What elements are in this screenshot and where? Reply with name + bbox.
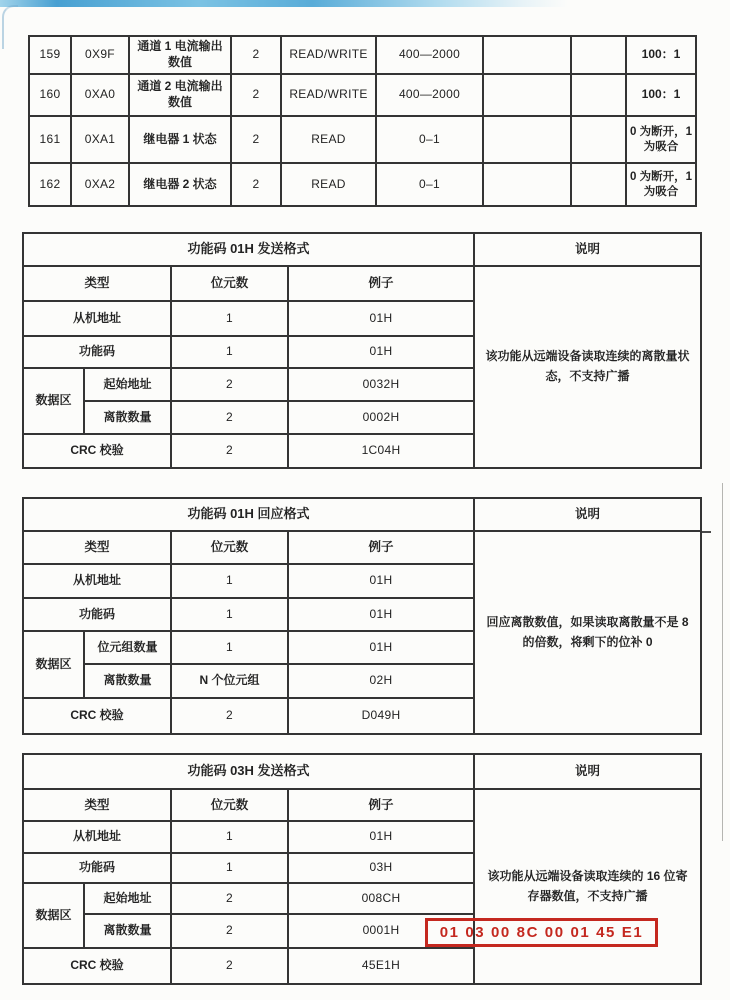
register-address: 0XA1 <box>71 116 129 163</box>
table-title: 功能码 01H 回应格式 <box>23 498 474 531</box>
field-bits: 2 <box>171 401 288 434</box>
table-row <box>23 266 701 301</box>
field-type: 功能码 <box>23 853 171 883</box>
register-index: 160 <box>29 74 71 116</box>
field-bits: 2 <box>171 368 288 401</box>
scan-page-edge-line <box>722 483 723 841</box>
register-name: 继电器 1 状态 <box>129 116 231 163</box>
register-range: 400—2000 <box>376 74 483 116</box>
crc-label: CRC 校验 <box>23 698 171 734</box>
register-index: 159 <box>29 36 71 74</box>
field-bits: 1 <box>171 301 288 336</box>
field-example: 0002H <box>288 401 474 434</box>
register-length: 2 <box>231 74 281 116</box>
table-row <box>29 163 696 206</box>
scan-corner-curve-artifact <box>2 5 18 49</box>
field-example: 01H <box>288 631 474 664</box>
field-example: 008CH <box>288 883 474 914</box>
format-table-01h-response <box>22 497 700 733</box>
field-type: 功能码 <box>23 598 171 631</box>
field-bits: 1 <box>171 598 288 631</box>
field-type: 从机地址 <box>23 564 171 598</box>
data-area-label: 数据区 <box>23 883 84 948</box>
data-area-label: 数据区 <box>23 631 84 698</box>
field-example: 1C04H <box>288 434 474 468</box>
empty-cell <box>483 36 571 74</box>
register-address: 0X9F <box>71 36 129 74</box>
data-area-label: 数据区 <box>23 368 84 434</box>
field-example: 0001H <box>288 914 474 948</box>
table-row <box>29 36 696 74</box>
field-bits: 1 <box>171 821 288 853</box>
field-example: 01H <box>288 336 474 368</box>
field-example: 01H <box>288 821 474 853</box>
register-name: 通道 2 电流输出数值 <box>129 74 231 116</box>
format-table-03h-send <box>22 753 700 983</box>
table-row <box>23 531 701 564</box>
column-header-bits: 位元数 <box>171 266 288 301</box>
register-length: 2 <box>231 36 281 74</box>
register-access: READ <box>281 116 376 163</box>
register-address: 0XA0 <box>71 74 129 116</box>
note-column-header: 说明 <box>474 498 701 531</box>
scan-blue-streak-artifact <box>0 0 568 7</box>
format-table-grid <box>22 497 702 735</box>
field-example: 03H <box>288 853 474 883</box>
scan-edge-dash-mark <box>702 531 711 533</box>
empty-cell <box>483 163 571 206</box>
table-row <box>23 233 701 266</box>
field-bits: N 个位元组 <box>171 664 288 698</box>
table-note: 该功能从远端设备读取连续的 16 位寄存器数值，不支持广播 <box>474 789 701 984</box>
register-note: 0 为断开，1 为吸合 <box>626 116 696 163</box>
register-access: READ/WRITE <box>281 36 376 74</box>
register-range: 400—2000 <box>376 36 483 74</box>
field-type: 离散数量 <box>84 914 171 948</box>
note-column-header: 说明 <box>474 754 701 789</box>
field-bits: 1 <box>171 631 288 664</box>
register-length: 2 <box>231 116 281 163</box>
field-type: 从机地址 <box>23 821 171 853</box>
column-header-type: 类型 <box>23 266 171 301</box>
field-example: 02H <box>288 664 474 698</box>
crc-label: CRC 校验 <box>23 434 171 468</box>
table-title: 功能码 03H 发送格式 <box>23 754 474 789</box>
register-note: 100：1 <box>626 74 696 116</box>
field-type: 位元组数量 <box>84 631 171 664</box>
field-bits: 1 <box>171 336 288 368</box>
register-name: 继电器 2 状态 <box>129 163 231 206</box>
field-example: 01H <box>288 598 474 631</box>
register-index: 161 <box>29 116 71 163</box>
table-row <box>23 789 701 821</box>
register-note: 100：1 <box>626 36 696 74</box>
field-example: D049H <box>288 698 474 734</box>
register-length: 2 <box>231 163 281 206</box>
register-note: 0 为断开，1 为吸合 <box>626 163 696 206</box>
table-row <box>23 498 701 531</box>
register-table-grid <box>28 35 697 207</box>
register-address: 0XA2 <box>71 163 129 206</box>
field-example: 01H <box>288 301 474 336</box>
field-type: 起始地址 <box>84 368 171 401</box>
register-access: READ/WRITE <box>281 74 376 116</box>
format-table-grid <box>22 232 702 469</box>
field-type: 功能码 <box>23 336 171 368</box>
empty-cell <box>571 116 626 163</box>
field-type: 离散数量 <box>84 401 171 434</box>
field-type: 从机地址 <box>23 301 171 336</box>
register-range: 0–1 <box>376 116 483 163</box>
column-header-example: 例子 <box>288 531 474 564</box>
register-table <box>28 35 695 205</box>
table-row <box>23 754 701 789</box>
field-bits: 1 <box>171 564 288 598</box>
empty-cell <box>571 163 626 206</box>
field-bits: 2 <box>171 698 288 734</box>
table-row <box>29 116 696 163</box>
empty-cell <box>483 74 571 116</box>
field-type: 离散数量 <box>84 664 171 698</box>
field-type: 起始地址 <box>84 883 171 914</box>
table-note: 该功能从远端设备读取连续的离散量状态，不支持广播 <box>474 266 701 468</box>
register-access: READ <box>281 163 376 206</box>
empty-cell <box>483 116 571 163</box>
column-header-example: 例子 <box>288 789 474 821</box>
register-index: 162 <box>29 163 71 206</box>
register-range: 0–1 <box>376 163 483 206</box>
empty-cell <box>571 74 626 116</box>
column-header-type: 类型 <box>23 789 171 821</box>
field-bits: 1 <box>171 853 288 883</box>
register-name: 通道 1 电流输出数值 <box>129 36 231 74</box>
format-table-01h-send <box>22 232 700 467</box>
crc-label: CRC 校验 <box>23 948 171 984</box>
table-row <box>29 74 696 116</box>
field-bits: 2 <box>171 434 288 468</box>
note-column-header: 说明 <box>474 233 701 266</box>
field-bits: 2 <box>171 883 288 914</box>
field-example: 45E1H <box>288 948 474 984</box>
field-bits: 2 <box>171 914 288 948</box>
field-bits: 2 <box>171 948 288 984</box>
field-example: 0032H <box>288 368 474 401</box>
format-table-grid <box>22 753 702 985</box>
column-header-type: 类型 <box>23 531 171 564</box>
field-example: 01H <box>288 564 474 598</box>
red-highlight-annotation: 01 03 00 8C 00 01 45 E1 <box>425 918 658 947</box>
table-title: 功能码 01H 发送格式 <box>23 233 474 266</box>
empty-cell <box>571 36 626 74</box>
column-header-bits: 位元数 <box>171 789 288 821</box>
column-header-bits: 位元数 <box>171 531 288 564</box>
table-note: 回应离散数值，如果读取离散量不是 8 的倍数，将剩下的位补 0 <box>474 531 701 734</box>
column-header-example: 例子 <box>288 266 474 301</box>
